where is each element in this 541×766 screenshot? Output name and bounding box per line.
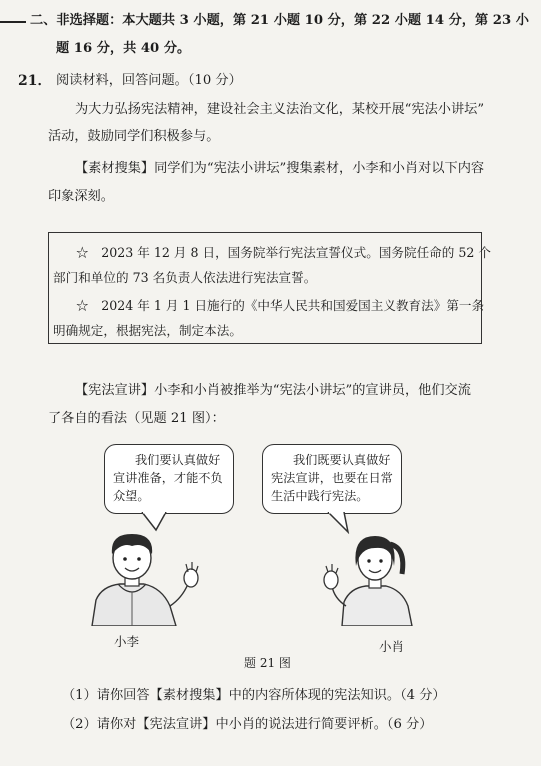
section-dash	[0, 21, 26, 23]
bubble-left-line2: 宣讲准备，才能不负	[113, 471, 223, 485]
material-item1-line1: ☆ 2023 年 12 月 8 日，国务院举行宪法宣誓仪式。国务院任命的 52 个	[76, 245, 491, 260]
lecture-paragraph-line1: 【宪法宣讲】小李和小肖被推举为“宪法小讲坛”的宣讲员，他们交流	[75, 383, 471, 398]
section-heading-line2: 题 16 分，共 40 分。	[56, 41, 191, 56]
section-heading-line1: 二、非选择题：本大题共 3 小题，第 21 小题 10 分，第 22 小题 14 分，第 23 小	[30, 13, 529, 28]
material-item2-line1: ☆ 2024 年 1 月 1 日施行的《中华人民共和国爱国主义教育法》第一条	[76, 298, 485, 313]
material-item2-line2: 明确规定，根据宪法，制定本法。	[53, 323, 242, 338]
bubble-left-line3: 众望。	[113, 489, 150, 503]
student-xiaoxiao-illustration	[320, 526, 430, 626]
name-xiaoli: 小李	[114, 634, 140, 649]
bubble-right-line3: 生活中践行宪法。	[271, 489, 369, 503]
speech-bubble-right	[262, 444, 402, 514]
intro-line1: 为大力弘扬宪法精神，建设社会主义法治文化，某校开展“宪法小讲坛”	[75, 102, 485, 117]
figure-caption: 题 21 图	[244, 656, 291, 670]
sub-question-1: （1）请你回答【素材搜集】中的内容所体现的宪法知识。（4 分）	[62, 688, 446, 703]
speech-bubble-left	[104, 444, 234, 514]
question-stem: 阅读材料，回答问题。（10 分）	[56, 73, 242, 88]
bubble-left-line1: 我们要认真做好	[135, 453, 221, 467]
name-xiaoxiao: 小肖	[379, 639, 405, 654]
intro-line2: 活动，鼓励同学们积极参与。	[48, 129, 220, 144]
material-item1-line2: 部门和单位的 73 名负责人依法进行宪法宣誓。	[53, 270, 317, 285]
bubble-right-line1: 我们既要认真做好	[293, 453, 391, 467]
question-number: 21．	[18, 73, 52, 89]
lecture-paragraph-line2: 了各自的看法（见题 21 图）：	[48, 411, 225, 426]
material-box	[48, 232, 491, 344]
bubble-right-line2: 宪法宣讲，也要在日常	[271, 471, 393, 485]
sub-question-2: （2）请你对【宪法宣讲】中小肖的说法进行简要评析。（6 分）	[62, 717, 433, 732]
material-paragraph-line1: 【素材搜集】同学们为“宪法小讲坛”搜集素材，小李和小肖对以下内容	[75, 161, 485, 176]
student-xiaoli-illustration	[78, 526, 213, 626]
material-paragraph-line2: 印象深刻。	[48, 189, 114, 204]
